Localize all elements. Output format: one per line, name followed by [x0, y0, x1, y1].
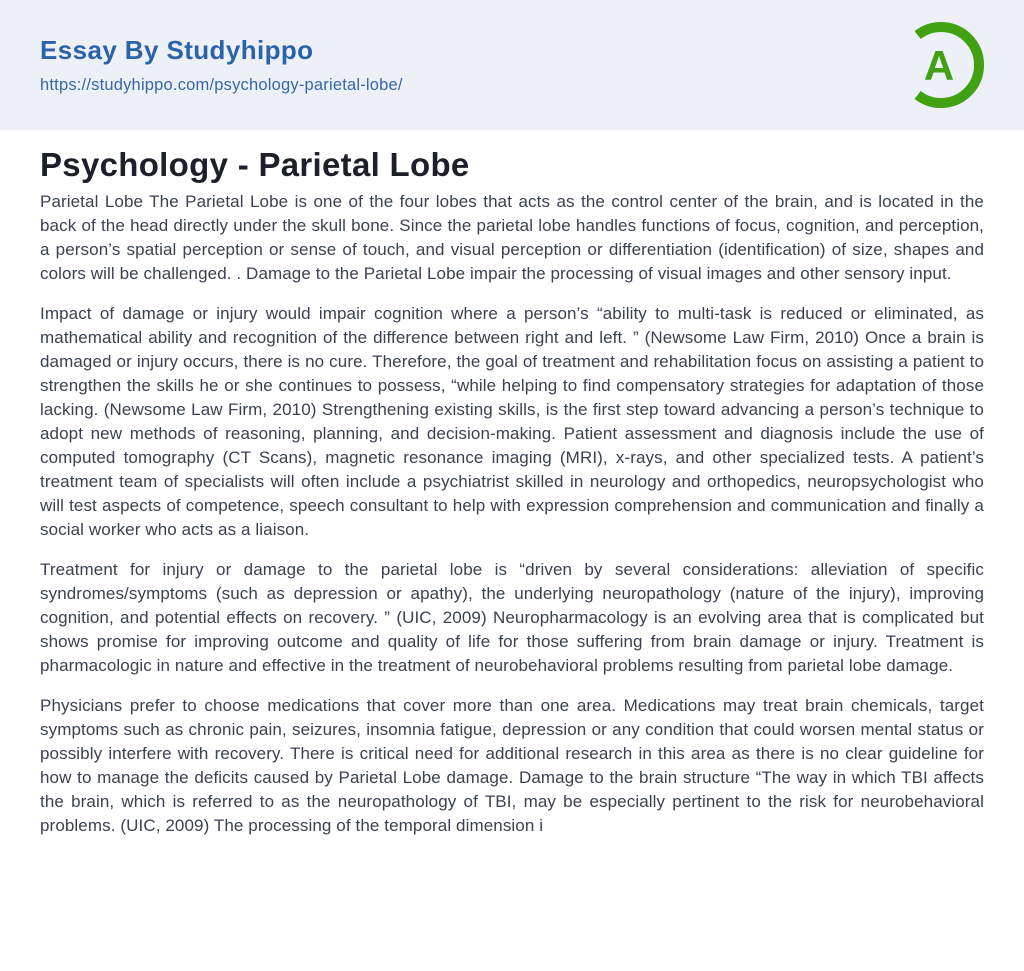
- site-header: [0, 0, 1024, 130]
- studyhippo-logo-icon: [898, 22, 984, 108]
- article-body: [40, 190, 984, 838]
- site-name: Essay By Studyhippo: [40, 35, 314, 66]
- article-paragraph: Parietal Lobe The Parietal Lobe is one of the four lobes that acts as the control center of the brain, and is located in the back of the head directly under the skull bone. Since the parietal lobe handles functions of focus, cognition, and perception, a person’s spatial perception or sense of touch, and visual perception or differentiation (identification) of size, shapes and colors will be challenged. . Damage to the Parietal Lobe impair the processing of visual images and other sensory input.: [40, 192, 984, 284]
- page-url-link[interactable]: https://studyhippo.com/psychology-parietal-lobe/: [40, 75, 403, 94]
- article-title: Psychology - Parietal Lobe: [40, 146, 470, 183]
- article-paragraph: Physicians prefer to choose medications that cover more than one area. Medications may treat brain chemicals, target symptoms such as chronic pain, seizures, insomnia fatigue, depression or any condition that could worsen mental status or possibly interfere with recovery. There is critical need for additional research in this area as there is no clear guideline for how to manage the deficits caused by Parietal Lobe damage. Damage to the brain structure “The way in which TBI affects the brain, which is referred to as the neuropathology of TBI, may be especially pertinent to the risk for neurobehavioral problems. (UIC, 2009) The processing of the temporal dimension i: [40, 696, 984, 836]
- logo-letter: A: [923, 42, 955, 89]
- header-text-block: [40, 35, 403, 94]
- article-paragraph: Impact of damage or injury would impair cognition where a person’s “ability to multi-task is reduced or eliminated, as mathematical ability and recognition of the difference between right and left. ” (Newsome Law Firm, 2010) Once a brain is damaged or injury occurs, there is no cure. Therefore, the goal of treatment and rehabilitation focus on assisting a patient to strengthen the skills he or she continues to possess, “while helping to find compensatory strategies for adaptation of those lacking. (Newsome Law Firm, 2010) Strengthening existing skills, is the first step toward advancing a person’s technique to adopt new methods of reasoning, planning, and decision-making. Patient assessment and diagnosis include the use of computed tomography (CT Scans), magnetic resonance imaging (MRI), x-rays, and other specialized tests. A patient’s treatment team of specialists will often include a psychiatrist skilled in neurology and orthopedics, neuropsychologist who will test aspects of competence, speech consultant to help with expression comprehension and communication and finally a social worker who acts as a liaison.: [40, 304, 984, 540]
- article-paragraph: Treatment for injury or damage to the parietal lobe is “driven by several considerations: alleviation of specific syndromes/symptoms (such as depression or apathy), the underlying neuropathology (nature of the injury), improving cognition, and potential effects on recovery. ” (UIC, 2009) Neuropharmacology is an evolving area that is complicated but shows promise for improving outcome and quality of life for those suffering from brain damage or injury. Treatment is pharmacologic in nature and effective in the treatment of neurobehavioral problems resulting from parietal lobe damage.: [40, 560, 984, 676]
- article: [0, 130, 1024, 838]
